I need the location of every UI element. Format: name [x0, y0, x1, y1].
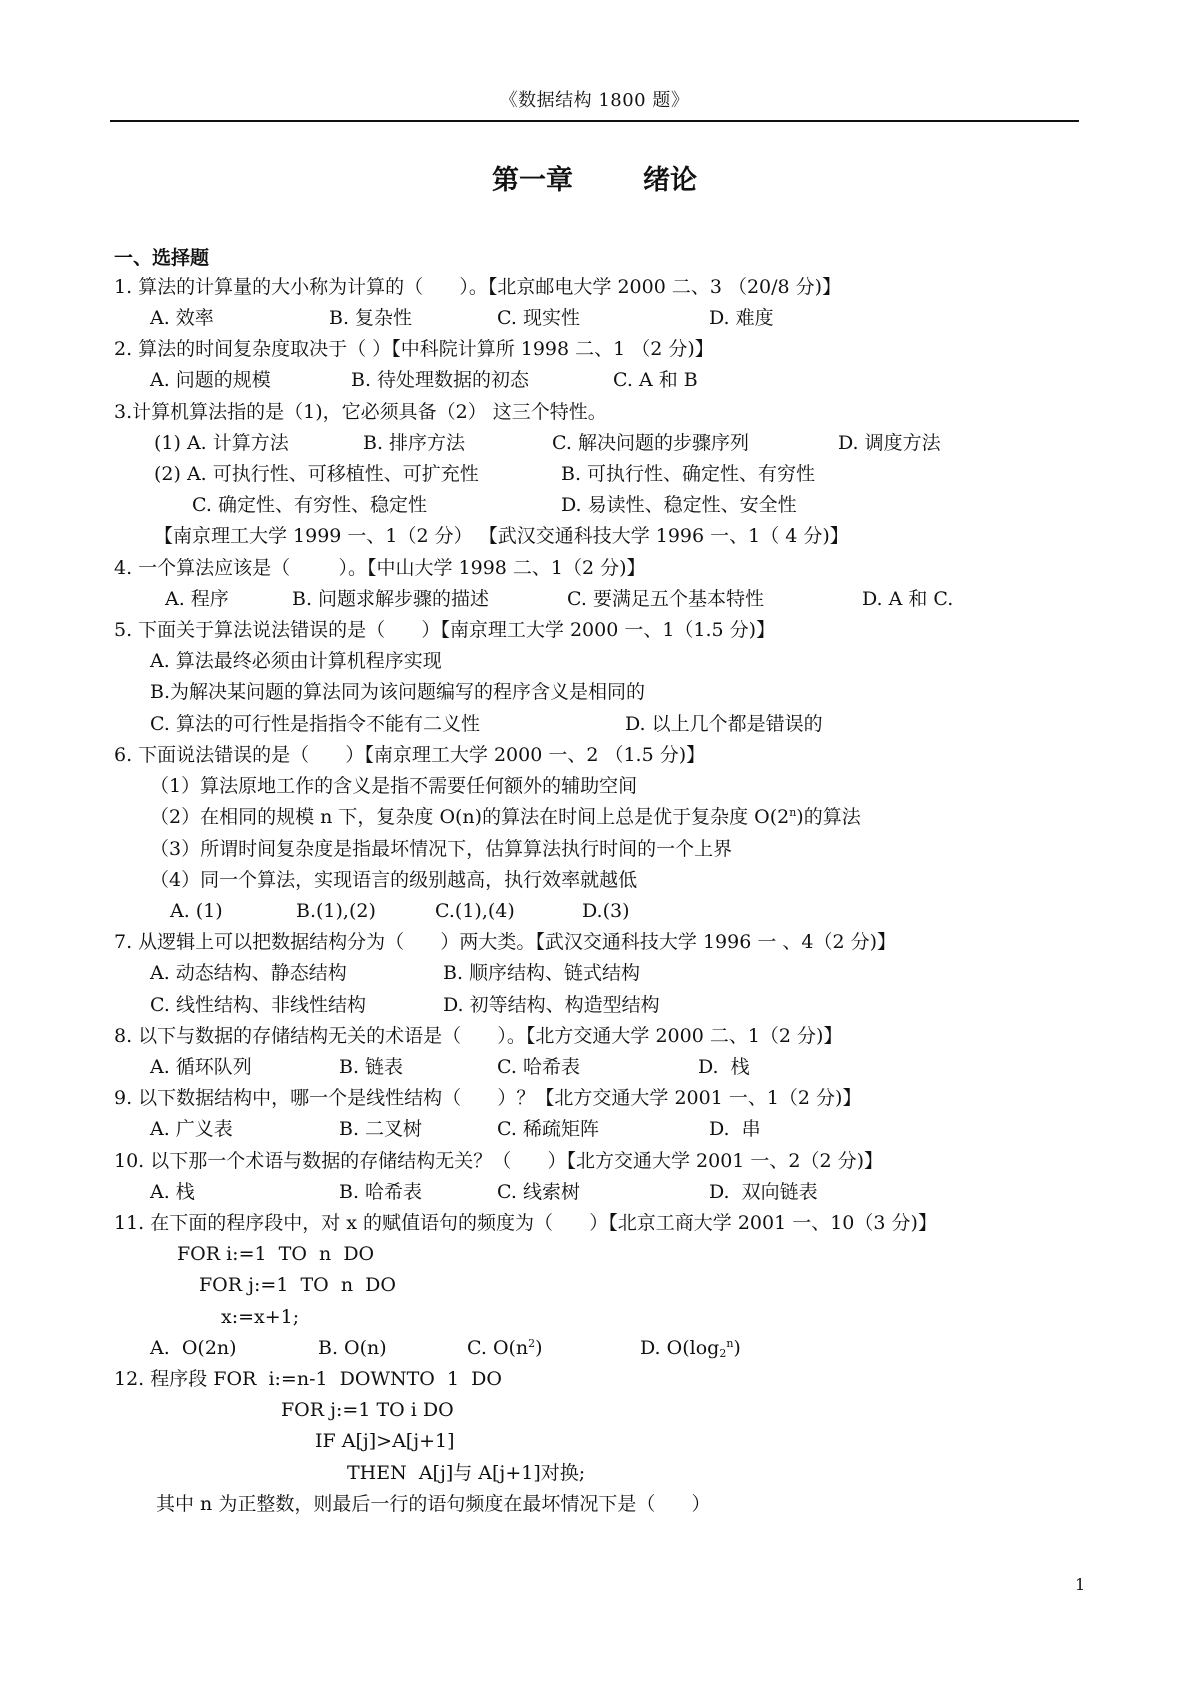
q7-option-d: D. 初等结构、构造型结构	[443, 994, 660, 1016]
running-header: 《数据结构 1800 题》	[499, 90, 690, 111]
q6-statement-2	[150, 805, 861, 829]
question-11-stem: 11. 在下面的程序段中，对 x 的赋值语句的频度为（ ）【北京工商大学 2001 一、10（3 分)】	[114, 1212, 937, 1234]
q10-option-b: B. 哈希表	[339, 1181, 423, 1203]
question-5-stem: 5. 下面关于算法说法错误的是（ ）【南京理工大学 2000 一、1（1.5 分)】	[114, 619, 776, 641]
q12-code-line-3: THEN A[j]与 A[j+1]对换;	[347, 1462, 586, 1484]
question-6-stem: 6. 下面说法错误的是（ ）【南京理工大学 2000 一、2 （1.5 分)】	[114, 744, 706, 766]
q6-statement-2-tail: )的算法	[796, 806, 861, 828]
q11-code-line-2: FOR j:=1 TO n DO	[199, 1274, 396, 1296]
q9-option-b: B. 二叉树	[339, 1118, 423, 1140]
q11-option-c-exponent: 2	[528, 1337, 536, 1350]
q12-code-line-1: FOR j:=1 TO i DO	[281, 1399, 454, 1421]
q1-option-c: C. 现实性	[497, 307, 580, 329]
q11-option-c-text: C. O(n	[467, 1337, 529, 1359]
q2-option-b: B. 待处理数据的初态	[351, 369, 530, 391]
q11-code-line-1: FOR i:=1 TO n DO	[177, 1243, 375, 1265]
q5-option-d: D. 以上几个都是错误的	[625, 713, 823, 735]
q11-option-d-tail: )	[733, 1337, 741, 1359]
q11-option-d-exponent: n	[726, 1337, 734, 1350]
q12-code-line-2: IF A[j]>A[j+1]	[315, 1430, 455, 1452]
q8-option-a: A. 循环队列	[150, 1056, 252, 1078]
page-number: 1	[1075, 1575, 1086, 1594]
q4-option-c: C. 要满足五个基本特性	[567, 588, 764, 610]
q12-question: 其中 n 为正整数，则最后一行的语句频度在最坏情况下是（ ）	[156, 1493, 711, 1515]
q4-option-d: D. A 和 C.	[862, 588, 954, 610]
q10-option-d: D. 双向链表	[709, 1181, 818, 1203]
q1-option-a: A. 效率	[150, 307, 214, 329]
q6-statement-3: （3）所谓时间复杂度是指最坏情况下，估算算法执行时间的一个上界	[150, 838, 733, 860]
q2-option-a: A. 问题的规模	[150, 369, 271, 391]
q1-option-d: D. 难度	[709, 307, 774, 329]
q6-option-b: B.(1),(2)	[296, 900, 376, 922]
q11-option-a: A. O(2n)	[150, 1337, 237, 1359]
q8-option-c: C. 哈希表	[497, 1056, 580, 1078]
q3-part1-option-b: B. 排序方法	[363, 432, 466, 454]
header-rule	[110, 120, 1079, 122]
chapter-name: 绪论	[643, 165, 697, 196]
q3-part1-option-d: D. 调度方法	[838, 432, 941, 454]
q2-option-c: C. A 和 B	[613, 369, 698, 391]
q5-option-a: A. 算法最终必须由计算机程序实现	[150, 650, 442, 672]
q11-option-d	[640, 1336, 741, 1360]
q6-statement-2-exponent: n	[789, 806, 797, 819]
question-1-stem: 1. 算法的计算量的大小称为计算的（ ）。【北京邮电大学 2000 二、3 （20/8 分)】	[114, 276, 842, 298]
question-12-stem: 12. 程序段 FOR i:=n-1 DOWNTO 1 DO	[114, 1368, 502, 1390]
q11-option-b: B. O(n)	[318, 1337, 387, 1359]
q10-option-a: A. 栈	[150, 1181, 195, 1203]
q3-part1-option-c: C. 解决问题的步骤序列	[552, 432, 749, 454]
question-4-stem: 4. 一个算法应该是（ ）。【中山大学 1998 二、1（2 分)】	[114, 557, 646, 579]
q9-option-d: D. 串	[709, 1118, 761, 1140]
question-7-stem: 7. 从逻辑上可以把数据结构分为（ ）两大类。【武汉交通科技大学 1996 一 、4（2 分)】	[114, 931, 897, 953]
q5-option-c: C. 算法的可行性是指指令不能有二义性	[150, 713, 480, 735]
q11-option-d-text: D. O(log	[640, 1337, 720, 1359]
q7-option-b: B. 顺序结构、链式结构	[443, 962, 641, 984]
q11-option-c	[467, 1336, 543, 1360]
q6-statement-4: （4）同一个算法，实现语言的级别越高，执行效率就越低	[150, 869, 638, 891]
question-9-stem: 9. 以下数据结构中，哪一个是线性结构（ ）？【北方交通大学 2001 一、1（2 分)】	[114, 1087, 862, 1109]
q11-code-line-3: x:=x+1;	[221, 1306, 300, 1328]
q6-statement-2-text: （2）在相同的规模 n 下，复杂度 O(n)的算法在时间上总是优于复杂度 O(2	[150, 806, 790, 828]
q6-statement-1: （1）算法原地工作的含义是指不需要任何额外的辅助空间	[150, 775, 638, 797]
q9-option-c: C. 稀疏矩阵	[497, 1118, 599, 1140]
question-10-stem: 10. 以下那一个术语与数据的存储结构无关？（ ）【北方交通大学 2001 一、2（2 分)】	[114, 1150, 884, 1172]
section-heading: 一、选择题	[114, 247, 210, 269]
question-8-stem: 8. 以下与数据的存储结构无关的术语是（ ）。【北方交通大学 2000 二、1（2 分)】	[114, 1025, 843, 1047]
q5-option-b: B.为解决某问题的算法同为该问题编写的程序含义是相同的	[150, 681, 646, 703]
q3-part1-option-a: (1) A. 计算方法	[154, 432, 289, 454]
chapter-title	[0, 158, 1189, 197]
q7-option-a: A. 动态结构、静态结构	[150, 962, 347, 984]
q4-option-b: B. 问题求解步骤的描述	[292, 588, 490, 610]
q8-option-d: D. 栈	[698, 1056, 750, 1078]
question-3-stem: 3.计算机算法指的是（1)，它必须具备（2） 这三个特性。	[114, 401, 607, 423]
q3-part2-option-c: C. 确定性、有穷性、稳定性	[192, 494, 427, 516]
q3-part2-option-a: (2) A. 可执行性、可移植性、可扩充性	[154, 463, 479, 485]
q11-option-d-base: 2	[719, 1347, 727, 1360]
q10-option-c: C. 线索树	[497, 1181, 580, 1203]
q1-option-b: B. 复杂性	[329, 307, 413, 329]
q3-part2-option-d: D. 易读性、稳定性、安全性	[561, 494, 797, 516]
q4-option-a: A. 程序	[165, 588, 229, 610]
chapter-number: 第一章	[492, 165, 573, 196]
q11-option-c-tail: )	[535, 1337, 543, 1359]
q7-option-c: C. 线性结构、非线性结构	[150, 994, 366, 1016]
q9-option-a: A. 广义表	[150, 1118, 233, 1140]
q3-source: 【南京理工大学 1999 一、1（2 分） 【武汉交通科技大学 1996 一、1（ 4 分)】	[154, 525, 849, 547]
question-2-stem: 2. 算法的时间复杂度取决于（ ）【中科院计算所 1998 二、1 （2 分)】	[114, 338, 714, 360]
q8-option-b: B. 链表	[339, 1056, 404, 1078]
q3-part2-option-b: B. 可执行性、确定性、有穷性	[561, 463, 816, 485]
q6-option-a: A. (1)	[170, 900, 223, 922]
q6-option-d: D.(3)	[582, 900, 630, 922]
q6-option-c: C.(1),(4)	[435, 900, 515, 922]
